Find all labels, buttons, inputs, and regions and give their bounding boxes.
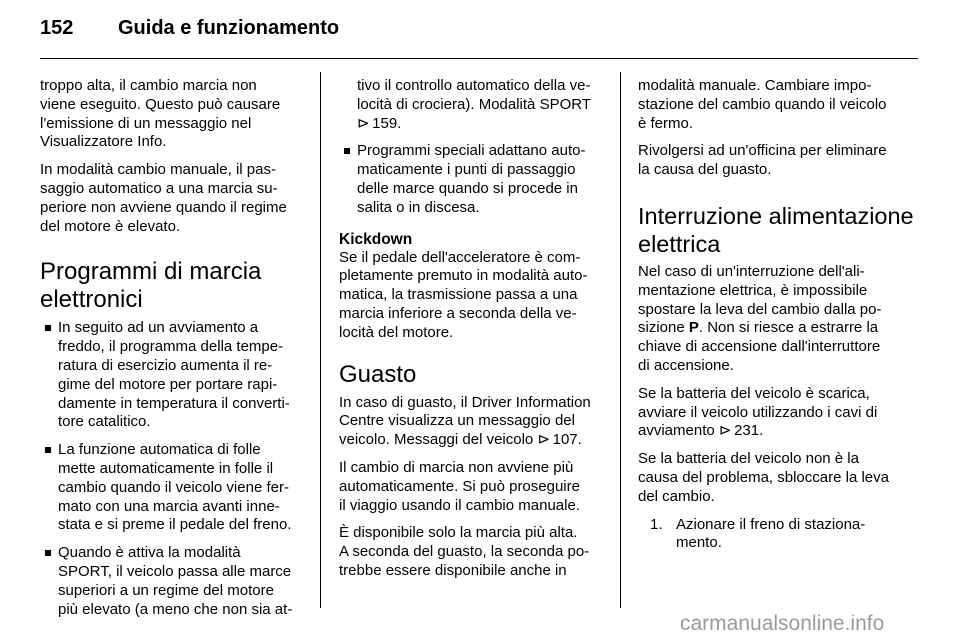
gear-position-p: P <box>688 319 699 337</box>
text-line: mento. <box>676 534 722 552</box>
paragraph <box>638 450 904 506</box>
text-line: pletamente premuto in modalità auto- <box>339 267 588 285</box>
text-line: modalità manuale. Cambiare impo- <box>638 77 872 94</box>
text-line: gime del motore per portare rapi- <box>58 375 278 393</box>
text-line: elettronici <box>40 286 143 314</box>
list-item <box>339 142 601 217</box>
page-reference[interactable]: 107. <box>552 431 582 449</box>
paragraph <box>40 77 302 152</box>
list-item <box>40 319 302 432</box>
column-2 <box>339 77 601 590</box>
text-line: Azionare il freno di staziona- <box>676 515 866 533</box>
text-line: A seconda del guasto, la seconda po- <box>339 543 590 561</box>
bullet-square-icon <box>45 550 51 556</box>
text-line: freddo, il programma della tempe- <box>58 338 284 356</box>
text-line: Rivolgersi ad un'officina per eliminare <box>638 142 887 160</box>
text-line: Il cambio di marcia non avviene più <box>339 458 574 476</box>
column-3 <box>638 77 914 553</box>
text-line: del motore è elevato. <box>40 217 181 235</box>
text-line: stata e si preme il pedale del freno. <box>58 516 292 534</box>
text-line: In caso di guasto, il Driver Information <box>339 393 591 411</box>
text-line: di accensione. <box>638 356 734 374</box>
text-line: tore catalitico. <box>58 413 151 431</box>
paragraph <box>638 142 904 180</box>
text-line: marcia inferiore a seconda della ve- <box>339 304 577 322</box>
text-line: l'emissione di un messaggio nel <box>40 114 252 132</box>
list-item-continued <box>339 77 601 133</box>
paragraph <box>638 77 904 133</box>
text-line: damente in temperatura il converti- <box>58 394 290 412</box>
text-line: salita o in discesa. <box>357 198 480 216</box>
bullet-square-icon <box>45 325 51 331</box>
column-1 <box>40 77 302 628</box>
reference-arrow-icon: ⊳ <box>357 114 370 132</box>
text-line: cambio quando il veicolo viene fer- <box>58 478 289 496</box>
text-line: più elevato (a meno che non sia at- <box>58 600 293 618</box>
text-line: Se il pedale dell'acceleratore è com- <box>339 248 581 266</box>
text-line: SPORT, il veicolo passa alle marce <box>58 562 292 580</box>
watermark: carmanualsonline.info <box>680 612 885 635</box>
text-line: Centre visualizza un messaggio del <box>339 412 575 430</box>
list-item <box>40 544 302 619</box>
text-line: mentazione elettrica, è impossibile <box>638 281 868 299</box>
text-line: spostare la leva del cambio dalla po- <box>638 300 882 318</box>
page-reference[interactable]: 231. <box>734 422 764 440</box>
text-line: mette automaticamente in folle il <box>58 459 274 477</box>
chapter-title: Guida e funzionamento <box>118 17 340 39</box>
text-line: Interruzione alimentazione <box>638 202 914 229</box>
bullet-square-icon <box>45 447 51 453</box>
page-number: 152 <box>40 17 74 39</box>
text-line: locità di crociera). Modalità SPORT <box>357 95 591 113</box>
text-line: locità del motore. <box>339 323 454 341</box>
paragraph <box>339 459 601 515</box>
reference-arrow-icon: ⊳ <box>537 431 551 449</box>
section-heading: Guasto <box>339 360 417 388</box>
text-line: trebbe essere disponibile anche in <box>339 561 567 579</box>
page-reference[interactable]: 159. <box>372 114 402 132</box>
text-line: chiave di accensione dall'interruttore <box>638 338 881 356</box>
text-line: periore non avviene quando il regime <box>40 198 287 216</box>
text-line: elettrica <box>638 230 721 257</box>
paragraph: In caso di guasto, il Driver Information Centre visualizza un messaggio del veicolo. Messaggi del veicolo ⊳ 107. <box>339 394 601 450</box>
text-line: è fermo. <box>638 114 694 132</box>
text-line: mato con una marcia avanti inne- <box>58 497 280 515</box>
paragraph <box>339 249 601 343</box>
text-line: La funzione automatica di folle <box>58 441 261 459</box>
text-line: Se la batteria del veicolo è scarica, <box>638 384 870 402</box>
text-line: delle marce quando si procede in <box>357 179 578 197</box>
section-heading <box>40 258 302 314</box>
paragraph: Nel caso di un'interruzione dell'ali- mentazione elettrica, è impossibile spostare la leva del cambio dalla po- sizione P. Non si riesce a estrarre la chiave di accensione dall'interruttore di accensione. <box>638 263 904 376</box>
numbered-step <box>650 516 904 554</box>
text-line: ratura di esercizio aumenta il re- <box>58 356 273 374</box>
text-line: avviare il veicolo utilizzando i cavi di <box>638 403 878 421</box>
paragraph <box>339 524 601 580</box>
text-line: È disponibile solo la marcia più alta. <box>339 524 578 542</box>
paragraph: Se la batteria del veicolo è scarica, avviare il veicolo utilizzando i cavi di avviamento ⊳ 231. <box>638 385 904 441</box>
text-line: In modalità cambio manuale, il pas- <box>40 161 276 179</box>
text-line: Quando è attiva la modalità <box>58 544 241 562</box>
text-line: del cambio. <box>638 487 715 505</box>
text-line: tivo il controllo automatico della ve- <box>357 77 591 94</box>
text-line: viene eseguito. Questo può causare <box>40 95 281 113</box>
step-number: 1. <box>650 515 663 533</box>
text-line: Se la batteria del veicolo non è la <box>638 450 859 468</box>
text-line: matica, la trasmissione passa a una <box>339 286 578 304</box>
text-line: saggio automatico a una marcia su- <box>40 179 278 197</box>
text-line: maticamente i punti di passaggio <box>357 161 576 179</box>
reference-arrow-icon: ⊳ <box>718 422 732 440</box>
text-line: il viaggio usando il cambio manuale. <box>339 496 580 514</box>
text-line: Nel caso di un'interruzione dell'ali- <box>638 262 865 280</box>
section-heading <box>638 202 914 258</box>
header-rule <box>40 58 918 59</box>
column-divider-1 <box>320 72 321 608</box>
text-line: troppo alta, il cambio marcia non <box>40 77 257 94</box>
text-line: la causa del guasto. <box>638 161 772 179</box>
text-line: Visualizzatore Info. <box>40 133 167 151</box>
text-line: In seguito ad un avviamento a <box>58 319 259 337</box>
text-line: superiori a un regime del motore <box>58 581 274 599</box>
text-line: stazione del cambio quando il veicolo <box>638 95 887 113</box>
list-item <box>40 441 302 535</box>
bullet-square-icon <box>344 148 350 154</box>
column-divider-2 <box>620 72 621 608</box>
text-line: Programmi speciali adattano auto- <box>357 142 586 160</box>
text-line: causa del problema, sbloccare la leva <box>638 468 889 486</box>
text-line: automaticamente. Si può proseguire <box>339 477 580 495</box>
subsection-heading: Kickdown <box>339 230 413 248</box>
text-line: Programmi di marcia <box>40 258 262 286</box>
paragraph <box>40 161 302 236</box>
